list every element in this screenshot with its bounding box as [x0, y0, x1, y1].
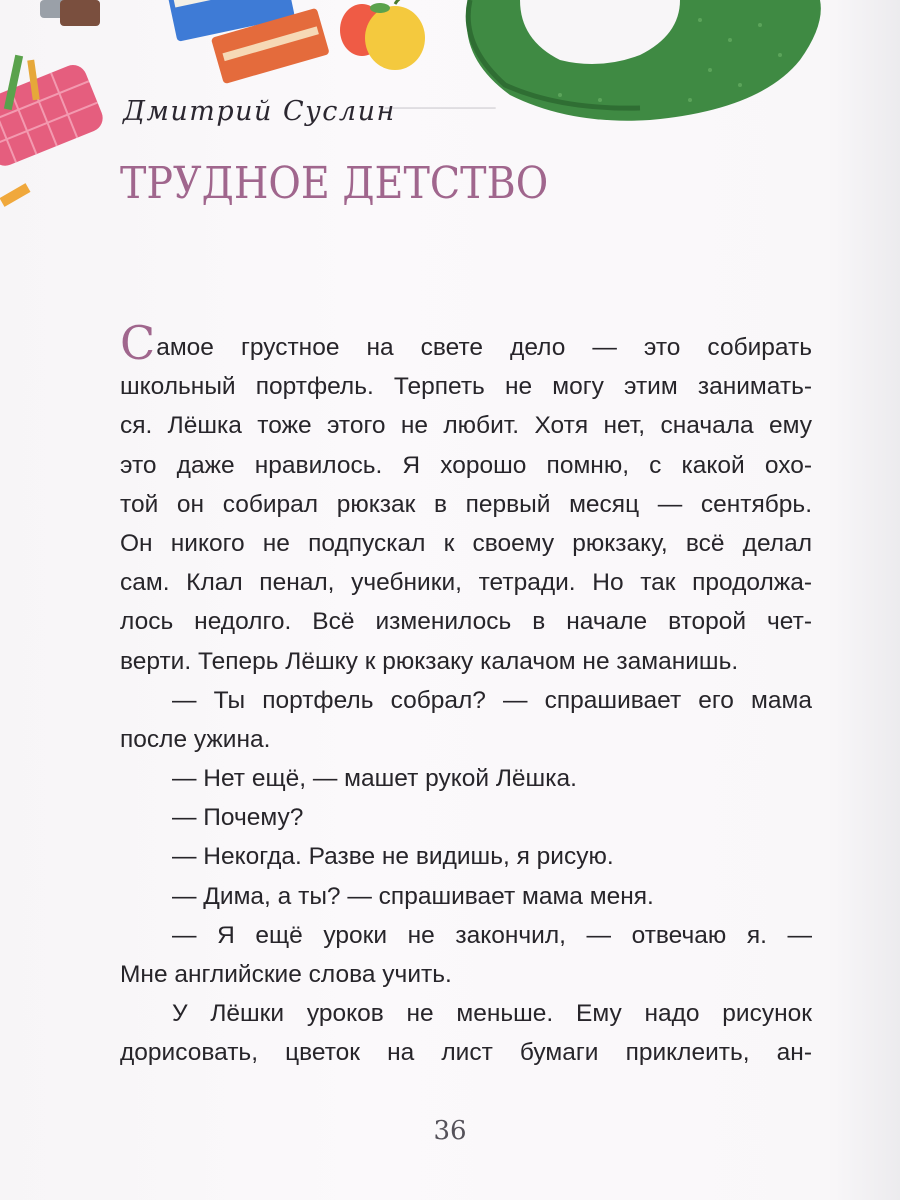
chapter-title: ТРУДНОЕ ДЕТСТВО: [120, 158, 549, 209]
author-name: Дмитрий Суслин: [123, 96, 396, 127]
drop-cap: С: [120, 316, 156, 370]
text-line-content: той он собирал рюкзак в первый месяц — сентябрь.: [120, 490, 812, 518]
text-line-content: — Почему?: [172, 804, 304, 832]
text-line: [120, 485, 812, 524]
text-line-content: лось недолго. Всё изменилось в начале второй чет-: [120, 608, 812, 636]
text-line-content: это даже нравилось. Я хорошо помню, с какой охо-: [120, 451, 812, 479]
text-line-content: верти. Теперь Лёшку к рюкзаку калачом не заманишь.: [120, 647, 739, 675]
bleedthrough-text: ──────: [385, 92, 547, 122]
text-line: [120, 563, 812, 602]
text-line-content: сам. Клал пенал, учебники, тетради. Но так продолжа-: [120, 569, 812, 597]
text-line-content: дорисовать, цветок на лист бумаги приклеить, ан-: [120, 1039, 812, 1067]
text-line-content: — Дима, а ты? — спрашивает мама меня.: [172, 882, 654, 910]
text-line: [120, 877, 812, 916]
text-line-content: — Нет ещё, — машет рукой Лёшка.: [172, 765, 577, 793]
text-line: [120, 759, 812, 798]
page-number: 36: [433, 1116, 467, 1146]
text-line: [120, 406, 812, 445]
text-line: [120, 446, 812, 485]
text-line-content: — Ты портфель собрал? — спрашивает его мама: [172, 686, 812, 714]
text-line-content: школьный портфель. Терпеть не могу этим занимать-: [120, 373, 812, 401]
text-line-content: — Я ещё уроки не закончил, — отвечаю я. —: [172, 921, 812, 949]
text-line: [120, 720, 812, 759]
apple-icon: [340, 0, 425, 70]
text-line: [120, 837, 812, 876]
text-line: [120, 642, 812, 681]
story-text: [120, 316, 812, 1073]
text-line-content: амое грустное на свете дело — это собирать: [156, 334, 812, 361]
text-line: [120, 681, 812, 720]
text-line-content: У Лёшки уроков не меньше. Ему надо рисунок: [172, 1000, 812, 1028]
text-line: [120, 798, 812, 837]
text-line: [120, 602, 812, 641]
text-line: [120, 524, 812, 563]
text-line: [120, 955, 812, 994]
text-line: [120, 916, 812, 955]
text-line: [120, 367, 812, 406]
text-line-content: — Некогда. Разве не видишь, я рисую.: [172, 843, 614, 871]
text-line-content: ся. Лёшка тоже этого не любит. Хотя нет, сначала ему: [120, 412, 812, 440]
text-line-content: Мне английские слова учить.: [120, 961, 452, 988]
text-line-content: Он никого не подпускал к своему рюкзаку, всё делал: [120, 529, 812, 557]
text-line: [120, 994, 812, 1033]
books-icon: [165, 0, 330, 84]
mug-icon: [467, 0, 821, 121]
text-line: [120, 316, 812, 370]
text-line-content: после ужина.: [120, 725, 271, 753]
text-line: [120, 1033, 812, 1072]
